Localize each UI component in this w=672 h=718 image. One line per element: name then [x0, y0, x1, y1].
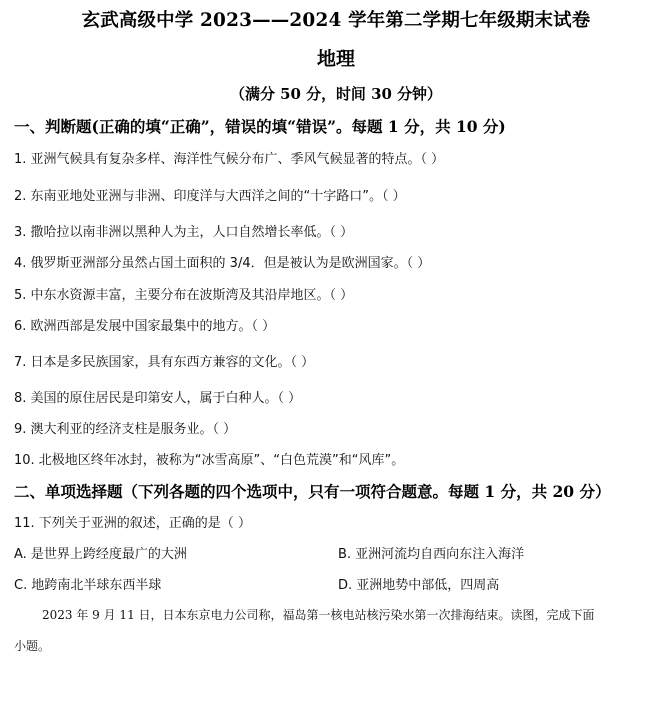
- question-1: 1. 亚洲气候具有复杂多样、海洋性气候分布广、季风气候显著的特点。（ ）: [14, 152, 445, 167]
- subject-title: 地理: [317, 48, 355, 70]
- question-11-option-b: B. 亚洲河流均自西向东注入海洋: [338, 547, 525, 562]
- passage-line-1: 2023 年 9 月 11 日，日本东京电力公司称，福岛第一核电站核污染水第一次排海结束。读图，完成下面: [42, 608, 595, 622]
- section-heading-multiple-choice: 二、单项选择题（下列各题的四个选项中，只有一项符合题意。每题 1 分，共 20 分）: [14, 482, 611, 501]
- question-9: 9. 澳大利亚的经济支柱是服务业。（ ）: [14, 422, 237, 437]
- question-11-option-a: A. 是世界上跨经度最广的大洲: [14, 547, 187, 562]
- section-heading-true-false: 一、判断题(正确的填“正确”，错误的填“错误”。每题 1 分，共 10 分): [14, 117, 506, 136]
- question-2: 2. 东南亚地处亚洲与非洲、印度洋与大西洋之间的“十字路口”。（ ）: [14, 189, 406, 204]
- exam-info: （满分 50 分，时间 30 分钟）: [230, 85, 442, 103]
- question-11-option-c: C. 地跨南北半球东西半球: [14, 578, 162, 593]
- question-11-option-d: D. 亚洲地势中部低，四周高: [338, 578, 500, 593]
- question-7: 7. 日本是多民族国家，具有东西方兼容的文化。（ ）: [14, 355, 315, 370]
- question-11-stem: 11. 下列关于亚洲的叙述，正确的是（ ）: [14, 516, 251, 531]
- question-6: 6. 欧洲西部是发展中国家最集中的地方。（ ）: [14, 319, 276, 334]
- exam-title: 玄武高级中学 2023——2024 学年第二学期七年级期末试卷: [81, 10, 591, 31]
- question-8: 8. 美国的原住居民是印第安人，属于白种人。（ ）: [14, 391, 302, 406]
- passage-line-2: 小题。: [14, 639, 51, 653]
- question-3: 3. 撒哈拉以南非洲以黑种人为主，人口自然增长率低。（ ）: [14, 225, 354, 240]
- question-10: 10. 北极地区终年冰封，被称为“冰雪高原”、“白色荒漠”和“风库”。: [14, 453, 405, 468]
- question-5: 5. 中东水资源丰富，主要分布在波斯湾及其沿岸地区。（ ）: [14, 288, 354, 303]
- question-4: 4. 俄罗斯亚洲部分虽然占国土面积的 3/4．但是被认为是欧洲国家。（ ）: [14, 256, 431, 271]
